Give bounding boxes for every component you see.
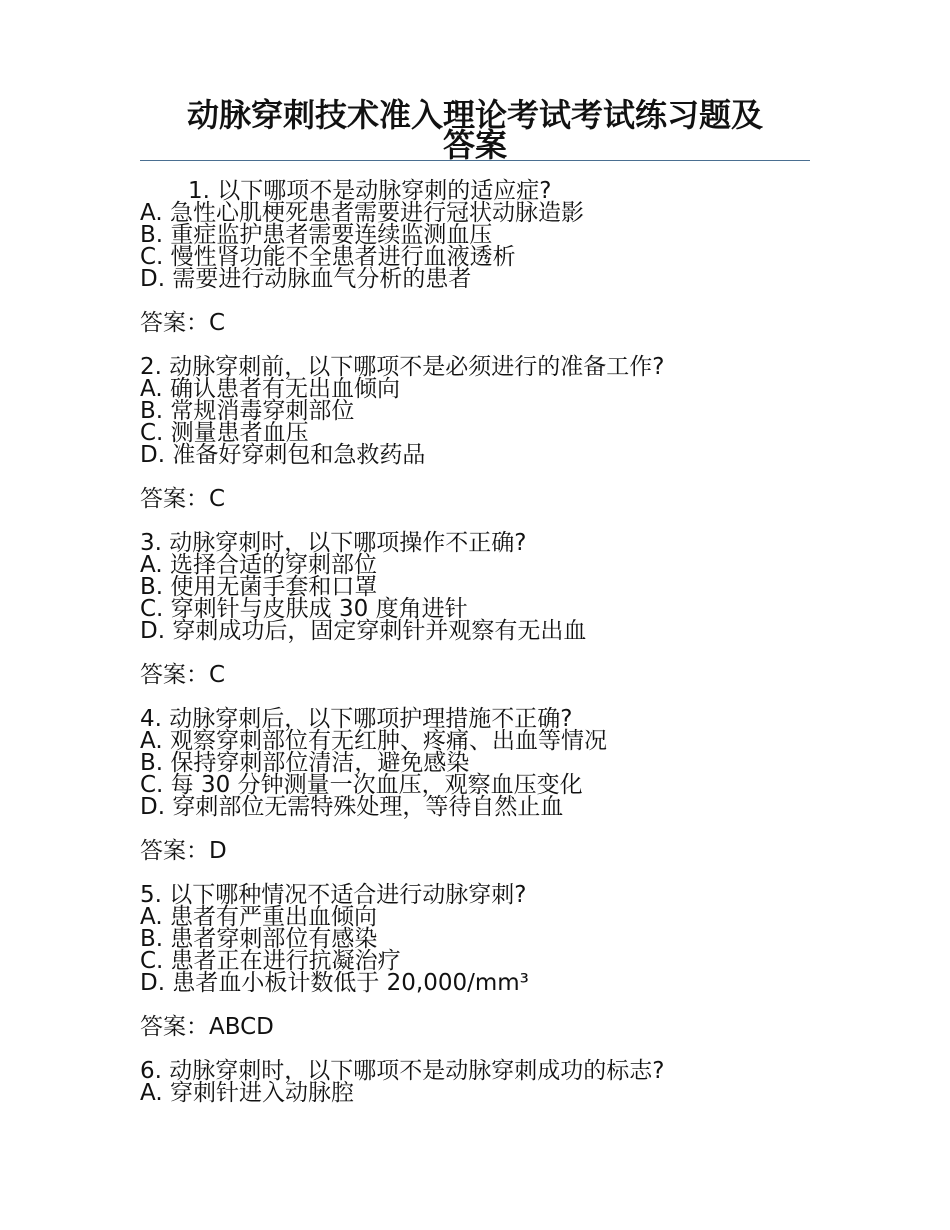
question-option: A. 确认患者有无出血倾向 [140,376,400,402]
question-answer: 答案：C [140,310,226,336]
question-option: B. 患者穿刺部位有感染 [140,926,378,952]
question-option: B. 重症监护患者需要连续监测血压 [140,222,493,248]
question-stem: 2. 动脉穿刺前，以下哪项不是必须进行的准备工作? [140,354,665,380]
question-option: C. 每 30 分钟测量一次血压，观察血压变化 [140,772,583,798]
question-answer: 答案：ABCD [140,1014,274,1040]
question-option: D. 需要进行动脉血气分析的患者 [140,266,472,292]
question-option: D. 准备好穿刺包和急救药品 [140,442,426,468]
question-stem: 5. 以下哪种情况不适合进行动脉穿刺? [140,882,527,908]
question-answer: 答案：C [140,662,226,688]
question-answer: 答案：D [140,838,227,864]
question-5 [140,884,820,1040]
question-stem: 3. 动脉穿刺时，以下哪项操作不正确? [140,530,527,556]
question-stem: 1. 以下哪项不是动脉穿刺的适应症? [188,178,552,204]
title-divider [140,160,810,161]
question-option: D. 患者血小板计数低于 20,000/mm³ [140,970,529,996]
document-title [140,96,810,164]
question-answer: 答案：C [140,486,226,512]
question-option: C. 慢性肾功能不全患者进行血液透析 [140,244,516,270]
question-option: B. 保持穿刺部位清洁，避免感染 [140,750,470,776]
document-title-line-2: 答案 [442,126,507,164]
question-option: C. 测量患者血压 [140,420,309,446]
question-option: D. 穿刺成功后，固定穿刺针并观察有无出血 [140,618,587,644]
question-option: C. 穿刺针与皮肤成 30 度角进针 [140,596,468,622]
document-title-line-1: 动脉穿刺技术准入理论考试考试练习题及 [186,96,763,134]
question-1 [140,180,820,336]
question-option: A. 患者有严重出血倾向 [140,904,377,930]
question-option: A. 穿刺针进入动脉腔 [140,1080,354,1106]
question-6 [140,1060,820,1104]
question-option: C. 患者正在进行抗凝治疗 [140,948,401,974]
question-4 [140,708,820,864]
question-option: A. 观察穿刺部位有无红肿、疼痛、出血等情况 [140,728,607,754]
question-option: A. 选择合适的穿刺部位 [140,552,377,578]
question-option: D. 穿刺部位无需特殊处理，等待自然止血 [140,794,564,820]
question-option: A. 急性心肌梗死患者需要进行冠状动脉造影 [140,200,584,226]
question-3 [140,532,820,688]
question-stem: 6. 动脉穿刺时，以下哪项不是动脉穿刺成功的标志? [140,1058,665,1084]
question-stem: 4. 动脉穿刺后，以下哪项护理措施不正确? [140,706,573,732]
question-list [140,180,820,1104]
question-option: B. 使用无菌手套和口罩 [140,574,378,600]
question-2 [140,356,820,512]
question-option: B. 常规消毒穿刺部位 [140,398,355,424]
